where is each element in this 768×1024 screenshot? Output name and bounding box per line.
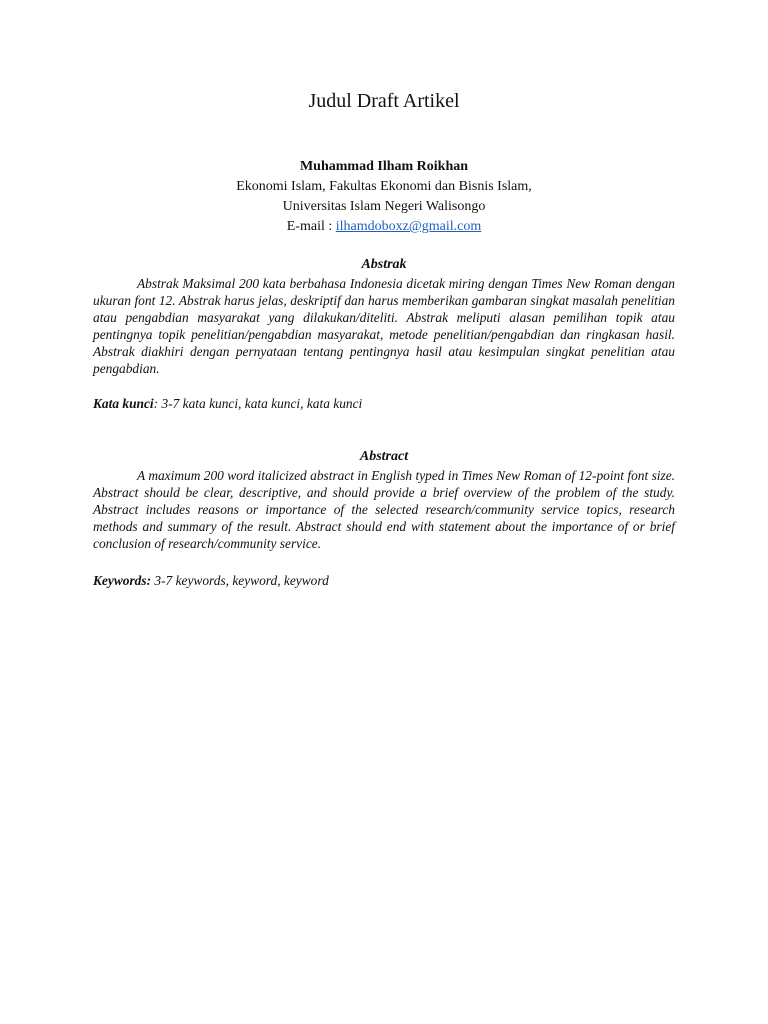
email-label: E-mail : (286, 219, 336, 234)
kata-kunci-value: : 3-7 kata kunci, kata kunci, kata kunci (153, 396, 363, 411)
article-title: Judul Draft Artikel (308, 90, 460, 112)
email-link[interactable]: ilhamdoboxz@gmail.com (335, 219, 482, 234)
abstract-heading: Abstract (359, 449, 409, 464)
keywords-line (93, 572, 675, 590)
affiliation-line-1: Ekonomi Islam, Fakultas Ekonomi dan Bisnis Islam, (236, 179, 532, 194)
email-line (93, 217, 675, 237)
abstract-body: A maximum 200 word italicized abstract in English typed in Times New Roman of 12-point font size. Abstract should be clear, descriptive, and should provide a brief overview of the problem of the study. Abstract includes reasons or importance of the selected research/community service topics, research methods and summary of the result. Abstract should end with statement about the importance of or brief conclusion of research/community service. (93, 468, 675, 551)
kata-kunci-label: Kata kunci (93, 396, 154, 411)
keywords-value: 3-7 keywords, keyword, keyword (151, 573, 329, 588)
kata-kunci-line (93, 395, 675, 413)
affiliation-line-2: Universitas Islam Negeri Walisongo (282, 199, 486, 214)
keywords-label: Keywords: (93, 573, 152, 588)
abstrak-heading: Abstrak (361, 257, 407, 272)
author-name: Muhammad Ilham Roikhan (299, 159, 469, 174)
author-block (93, 157, 675, 237)
abstrak-body: Abstrak Maksimal 200 kata berbahasa Indonesia dicetak miring dengan Times New Roman dengan ukuran font 12. Abstrak harus jelas, deskriptif dan harus memberikan gambaran singkat masalah penelitian atau pengabdian masyarakat yang dilakukan/diteliti. Abstrak meliputi alasan pemilihan topik atau pentingnya topik penelitian/pengabdian masyarakat, metode penelitian/pengabdian dan ringkasan hasil. Abstrak diakhiri dengan pernyataan tentang pentingnya hasil atau kesimpulan singkat penelitian atau pengabdian. (93, 276, 675, 376)
